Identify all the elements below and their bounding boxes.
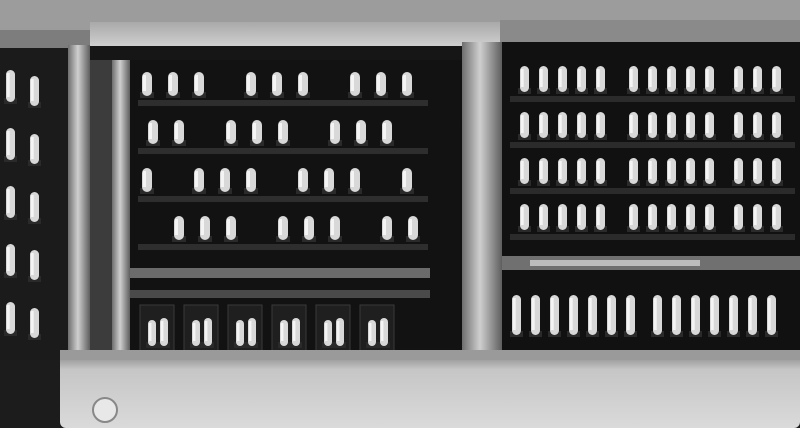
frame-post-left [68,45,90,380]
tube-rack-rail [510,142,795,148]
left-edge-bay [0,48,68,378]
bottom-cabinet-panel [0,350,800,428]
panel-knob-icon [93,398,117,422]
frame-post-center [462,42,502,362]
tube-rack-rail [138,100,428,106]
tube-rack-rail [138,148,428,154]
tube-rack-rail [510,96,795,102]
tube-rack-rail [510,188,795,194]
tube-rack-rail [138,196,428,202]
top-cabinet-rail [0,0,800,48]
frame-post-left-inner [112,60,130,375]
left-tube-bay [90,60,462,378]
right-tube-bay [502,42,800,362]
tube-rack-rail [510,234,795,240]
tube-rack-rail [138,244,428,250]
left-bay-shelf [130,268,430,278]
